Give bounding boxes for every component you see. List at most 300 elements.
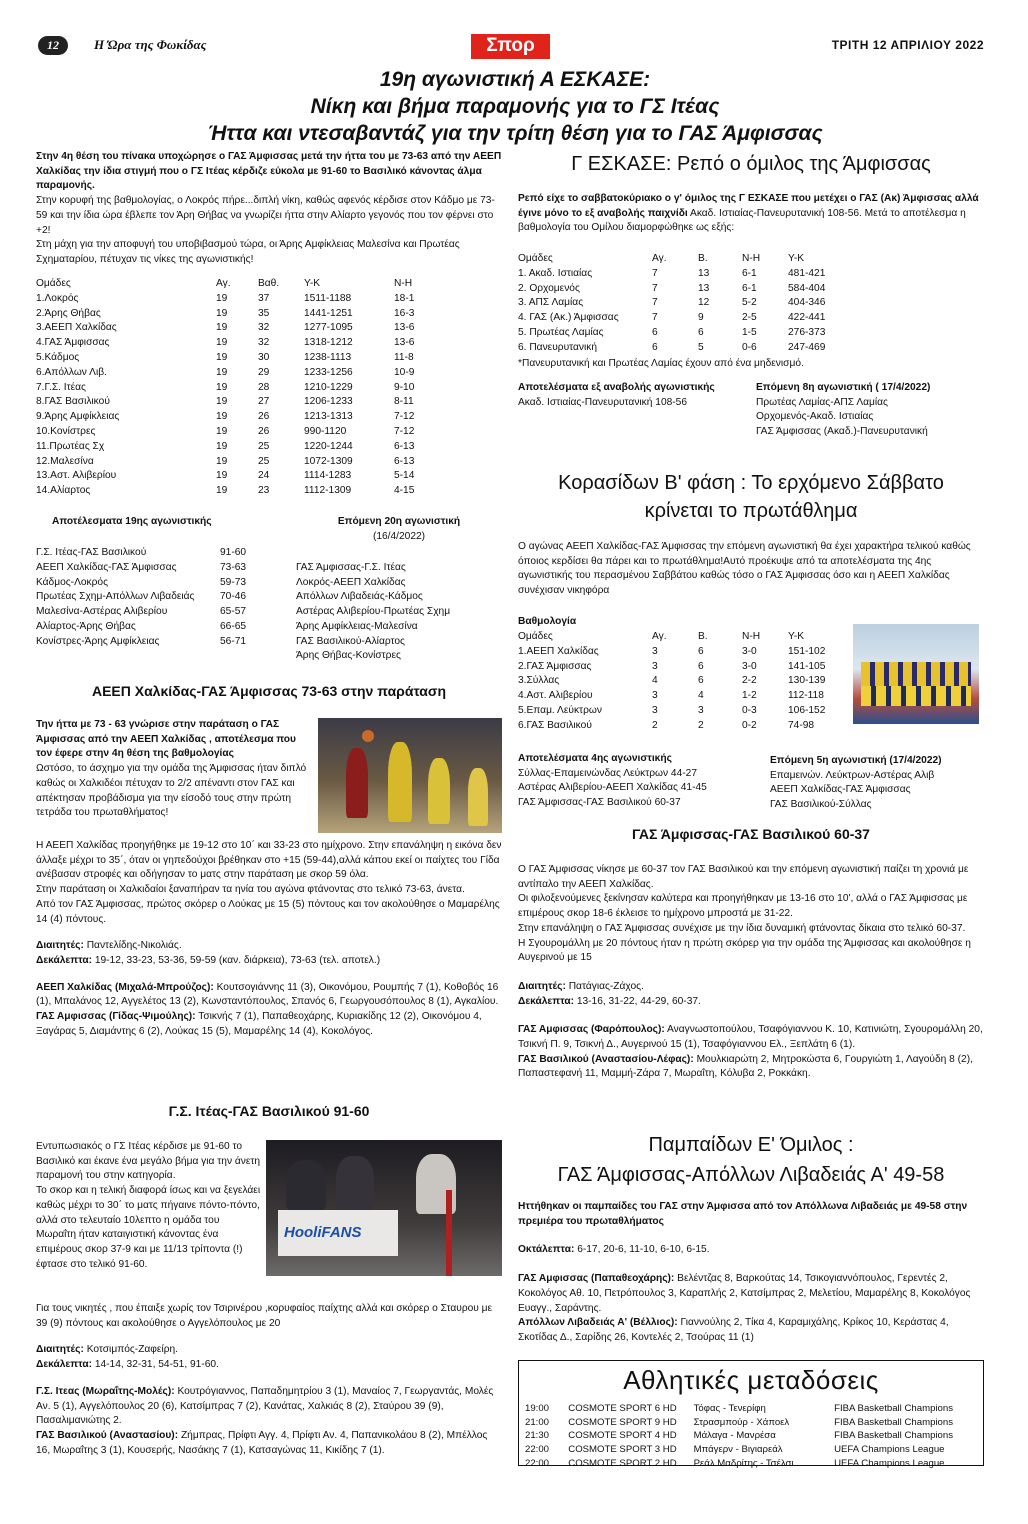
standings-row-cell: 1112-1309 (304, 485, 352, 497)
k-standings-row-cell: 2-2 (742, 675, 757, 687)
p-lead: Ηττήθηκαν οι παμπαίδες του ΓΑΣ στην Άμφισσα από τον Απόλλωνα Λιβαδειάς με 49-58 στην πρεμιέρα του πρωταθλήματος (518, 1201, 968, 1227)
g-standings-row-cell: 13 (698, 282, 710, 294)
standings-row-cell: 2.Άρης Θήβας (36, 307, 101, 319)
game1-text-wide (36, 839, 502, 1039)
fans-banner: HooliFANS (278, 1210, 398, 1256)
p-team2 (518, 1316, 984, 1345)
g-standings-row (518, 311, 825, 326)
value-team2: Γιαννούλης 2, Τίκα 4, Καραμιχάλης, Κρίκος 10, Κεράστας 4, Σκοτίδας Δ., Σαρίδης 26, Κοντελές 2, Τσούρας 11 (1) (518, 1317, 949, 1343)
game2-team1 (36, 1385, 502, 1429)
intro-bold: Στην 4η θέση του πίνακα υποχώρησε ο ΓΑΣ Άμφισσας μετά την ήττα του με 73-63 από την ΑΕΕΠ Χαλκίδας την ίδια στιγμή που ο ΓΣ Ιτέας κέρδιζε εύκολα με 91-60 το Βασιλικό κάνοντας άλμα παραμονής. (36, 151, 502, 192)
k-standings-row-cell: 3-0 (742, 660, 757, 672)
results-table (36, 546, 280, 650)
col-score: Υ-Κ (788, 631, 805, 642)
standings-row-cell: 35 (258, 307, 270, 319)
broadcasts-title: Αθλητικές μεταδόσεις (623, 1365, 879, 1395)
value-referees: Κοτσιμπός-Ζαφείρη. (86, 1344, 179, 1356)
standings-row-cell: 1114-1283 (304, 470, 352, 482)
standings-row-cell: 18-1 (394, 292, 415, 304)
g-eskase-lead: Ρεπό είχε το σαββατοκύριακο ο γ' όμιλος της Γ ΕΣΚΑΣΕ που μετέχει ο ΓΑΣ (Ακ) Άμφισσας αλλά έγινε μόνο το εξ αναβολής παιχνίδι (518, 193, 979, 219)
v-para-4: Η Σγουρομάλλη με 20 πόντους ήταν η πρώτη σκόρερ για την ομάδα της Άμφισσας και ακολούθησε η Αυγερινού με 15 (518, 937, 971, 964)
broadcast-row-cell: Μπάγερν - Βιγιαρεάλ (693, 1444, 783, 1456)
label-quarters: Δεκάλεπτα: (36, 1359, 92, 1371)
g-standings-row-cell: 4. ΓΑΣ (Ακ.) Άμφισσας (518, 312, 619, 324)
main-headline (40, 66, 990, 147)
standings-row-cell: 9-10 (394, 381, 415, 393)
standings-row-cell: 19 (216, 351, 228, 363)
broadcast-row-cell: 21:30 (525, 1430, 550, 1442)
value-team2: Μουλκιαρώτη 2, Μητροκώστα 6, Γουργιώτη 1, Λαγούδη 8 (2), Παπαστεφανή 11, Μαμμή-Ζάρα 7, Μωραΐτη, Κόλυβα 2, Ροκκάκη. (518, 1053, 973, 1080)
g-standings-row-cell: 6 (652, 326, 658, 338)
result-row-cell: 91-60 (220, 547, 247, 558)
broadcast-row-cell: FIBA Basketball Champions (834, 1416, 954, 1428)
broadcast-row-cell: 22:00 (525, 1444, 550, 1456)
broadcast-row (525, 1402, 983, 1416)
g-standings-row-cell: 7 (652, 297, 658, 309)
k-standings-row (518, 689, 825, 704)
standings-row-cell: 24 (258, 470, 270, 482)
standings-row-cell: 32 (258, 322, 270, 334)
k-standings-row-cell: 4.Αστ. Αλιβερίου (518, 690, 593, 702)
standings-row-cell: 4.ΓΑΣ Άμφισσας (36, 337, 110, 349)
broadcast-row-cell: COSMOTE SPORT 4 HD (568, 1430, 677, 1442)
g-standings-row-cell: 1. Ακαδ. Ιστιαίας (518, 267, 593, 279)
headline-line-2: Νίκη και βήμα παραμονής για το ΓΣ Ιτέας (310, 95, 720, 118)
label-team2: Απόλλων Λιβαδειάς Α' (Βέλλιος): (518, 1317, 678, 1329)
broadcast-row-cell: 21:00 (525, 1416, 550, 1428)
k-standings-row-cell: 1-2 (742, 690, 757, 702)
k-standings-row-cell: 0-3 (742, 704, 757, 716)
headline-line-3: Ήττα και ντεσαβαντάζ για την τρίτη θέση για το ΓΑΣ Άμφισσας (207, 122, 823, 145)
g-note: *Πανευρυτανική και Πρωτέας Λαμίας έχουν από ένα μηδενισμό. (518, 358, 804, 369)
broadcast-row-cell: Μάλαγα - Μανρέσα (693, 1430, 776, 1442)
result-row-cell: 70-46 (220, 591, 247, 603)
label-team2: ΓΑΣ Αμφισσας (Γίδας-Ψιμούλης): (36, 1011, 196, 1023)
next-fixture: Λοκρός-ΑΕΕΠ Χαλκίδας (296, 576, 406, 588)
broadcasts-box (518, 1360, 984, 1469)
label-referees: Διαιτητές: (518, 980, 566, 992)
k-standings-row (518, 660, 825, 675)
game2-title: Γ.Σ. Ιτέας-ΓΑΣ Βασιλικού 91-60 (168, 1103, 370, 1119)
next-fixture: Αστέρας Αλιβερίου-Πρωτέας Σχημ (296, 606, 451, 618)
standings-row-cell: 13-6 (394, 337, 415, 349)
result-row (36, 546, 280, 561)
game1-title: ΑΕΕΠ Χαλκίδας-ΓΑΣ Άμφισσας 73-63 στην παράταση (91, 683, 447, 699)
k-results (518, 752, 764, 811)
col-wl: Ν-Η (742, 253, 761, 264)
col-games: Αγ. (652, 631, 667, 642)
standings-row-cell: 19 (216, 322, 228, 334)
g-next-fixture: Ορχομενός-Ακαδ. Ιστιαίας (756, 411, 874, 423)
result-row (36, 590, 280, 605)
g-standings-row-cell: 5. Πρωτέας Λαμίας (518, 326, 604, 338)
col-points: Β. (698, 253, 708, 264)
g-result-item: Ακαδ. Ιστιαίας-Πανευρυτανική 108-56 (518, 396, 687, 408)
broadcast-row (525, 1457, 983, 1471)
page-number: 12 (38, 36, 68, 55)
p-title (518, 1130, 984, 1190)
basketball-photo-1 (318, 718, 502, 833)
page-header (0, 0, 1028, 64)
standings-row-cell: 19 (216, 292, 228, 304)
p-title-line-2: ΓΑΣ Άμφισσας-Απόλλων Λιβαδειάς Α' 49-58 (557, 1164, 945, 1186)
g-standings-table (518, 252, 825, 356)
g-standings-row-cell: 5-2 (742, 297, 757, 309)
k-standings-row (518, 704, 825, 719)
k-standings-row-cell: 3.Σύλλας (518, 675, 560, 687)
game1-quarters (36, 954, 502, 969)
broadcast-row-cell: COSMOTE SPORT 9 HD (568, 1416, 677, 1428)
g-standings-row-cell: 6 (652, 341, 658, 353)
value-referees: Παντελίδης-Νικολιάς. (86, 940, 182, 952)
standings-row-cell: 1220-1244 (304, 440, 353, 452)
g-standings-row-cell: 422-441 (788, 312, 826, 324)
k-standings-row-cell: 130-139 (788, 675, 826, 687)
game1-text-narrow (36, 718, 314, 821)
col-games: Αγ. (652, 253, 667, 264)
standings-row (36, 351, 436, 366)
standings-header (36, 277, 436, 292)
result-row-cell: 59-73 (220, 576, 247, 588)
value-referees: Πατάγιας-Ζάχος. (568, 980, 644, 992)
standings-row (36, 469, 436, 484)
g-standings-row-cell: 584-404 (788, 282, 826, 294)
g-standings-row-cell: 6 (698, 326, 704, 338)
newspaper-name: Η Ώρα της Φωκίδας (94, 37, 207, 52)
value-quarters: 19-12, 33-23, 53-36, 59-59 (καν. διάρκεια), 73-63 (τελ. αποτελ.) (94, 954, 381, 966)
left-intro (36, 150, 502, 268)
g-eskase-text (518, 192, 984, 236)
v-team1 (518, 1023, 984, 1052)
p-title-line-1: Παμπαίδων Ε' Όμιλος : (648, 1134, 854, 1156)
value-quarters: 13-16, 31-22, 44-29, 60-37. (576, 995, 701, 1007)
standings-row-cell: 4-15 (394, 485, 415, 497)
standings-row-cell: 29 (258, 366, 270, 378)
k-standings-row-cell: 3 (698, 704, 704, 716)
section-tag: Σπορ (471, 34, 550, 59)
next-round-title (328, 515, 470, 544)
game1-lead: Την ήττα με 73 - 63 γνώρισε στην παράταση ο ΓΑΣ Άμφισσας από την ΑΕΕΠ Χαλκίδας , αποτέλεσμα που τον έφερε στην 4η θέση της βαθμολογίας (36, 719, 296, 760)
standings-row-cell: 16-3 (394, 307, 415, 319)
g-next-fixture: ΓΑΣ Άμφισσας (Ακαδ.)-Πανευρυτανική (756, 426, 928, 438)
standings-row-cell: 7.Γ.Σ. Ιτέας (36, 381, 86, 393)
g-standings-row-cell: 0-6 (742, 341, 757, 353)
standings-row-cell: 1441-1251 (304, 307, 353, 319)
k-next-fixture: ΓΑΣ Βασιλικού-Σύλλας (770, 799, 872, 811)
standings-row-cell: 7-12 (394, 425, 415, 437)
value-quarters: 14-14, 32-31, 54-51, 91-60. (94, 1359, 219, 1371)
standings-row-cell: 19 (216, 307, 228, 319)
broadcast-row-cell: FIBA Basketball Champions (834, 1403, 954, 1414)
g-standings-row-cell: 247-469 (788, 341, 826, 353)
standings-row-cell: 1210-1229 (304, 381, 353, 393)
standings-row-cell: 6-13 (394, 455, 415, 467)
standings-row-cell: 1511-1188 (304, 292, 352, 304)
label-quarters: Δεκάλεπτα: (36, 954, 92, 966)
standings-row-cell: 25 (258, 440, 270, 452)
standings-row-cell: 1206-1233 (304, 396, 353, 408)
g-next-fixture: Πρωτέας Λαμίας-ΑΠΣ Λαμίας (756, 396, 888, 408)
k-standings-row-cell: 3 (652, 704, 658, 716)
game2-para-3: Για τους νικητές , που έπαιξε χωρίς τον Τσιρινέρου ,κορυφαίος παίχτης αλλά και σκόρερ ο Σταυρου με 39 (9) πόντους και ακολούθησε ο Αγγελόπουλος με 20 (36, 1303, 493, 1329)
k-standings-header (518, 630, 825, 645)
k-standings-row (518, 645, 825, 660)
standings-row (36, 395, 436, 410)
standings-row-cell: 27 (258, 396, 270, 408)
k-standings-row-cell: 6 (698, 675, 704, 687)
k-result-item: Αστέρας Αλιβερίου-ΑΕΕΠ Χαλκίδας 41-45 (518, 782, 707, 794)
g-standings-row-cell: 6-1 (742, 282, 757, 294)
g-standings-row-cell: 1-5 (742, 326, 757, 338)
g-standings-row-cell: 3. ΑΠΣ Λαμίας (518, 297, 584, 309)
standings-row-cell: 28 (258, 381, 270, 393)
k-results-title: Αποτελέσματα 4ης αγωνιστικής (518, 753, 672, 764)
value-team1: Αναγνωστοπούλου, Τσαφόγιαννου Κ. 10, Κατινιώτη, Σγουρομάλλη 20, Τσικνή Π. 9, Τσικνή Δ., Αυγερινού 15 (1), Τσαφόγιαννου Ελ., Ξεπλάτη 6 (1). (518, 1024, 983, 1051)
next-round-label: Επόμενη 20η αγωνιστική (337, 516, 461, 527)
game1-para-1: Ωστόσο, το άσχημο για την ομάδα της Άμφισσας ήταν διπλό καθώς οι Χαλκιδέοι πέτυχαν το 2/2 απέναντι στον ΓΑΣ και απέκτησαν προβάδισμα για την είσοδό τους στην πρώτη τετράδα του πρωταθλήματος! (36, 763, 307, 819)
game1-referees (36, 939, 502, 954)
value-octals: 6-17, 20-6, 11-10, 6-10, 6-15. (577, 1244, 710, 1256)
k-next-fixture: Επαμεινών. Λεύκτρων-Αστέρας Αλιβ (770, 769, 935, 781)
k-next-round (770, 754, 984, 813)
k-standings-row-cell: 1.ΑΕΕΠ Χαλκίδας (518, 645, 599, 657)
label-team1: ΓΑΣ Αμφισσας (Φαρόπουλος): (518, 1024, 665, 1036)
standings-row-cell: 13-6 (394, 322, 415, 334)
standings-row-cell: 1213-1313 (304, 411, 353, 423)
value-team1: Κουτσογιάννης 11 (3), Οικονόμου, Ρουμπής 7 (1), Κοθοβός 16 (1), Μπαλάνος 12, Αγγελέτος 13 (2), Κωνσταντόπουλος, Σπανός 6, Γεωργουσόπουλος 8 (1), Αγκαλίου. (36, 981, 499, 1008)
label-referees: Διαιτητές: (36, 940, 84, 952)
label-team1: Γ.Σ. Ιτεας (Μωραΐτης-Μολές): (36, 1385, 175, 1397)
g-standings-row-cell: 7 (652, 267, 658, 279)
result-row (36, 635, 280, 650)
k-standings-row-cell: 2 (652, 719, 658, 731)
g-standings-row-cell: 13 (698, 267, 710, 279)
next-fixture: ΓΑΣ Βασιλικού-Αλίαρτος (296, 635, 405, 647)
g-standings-row-cell: 6. Πανευρυτανική (518, 341, 598, 353)
issue-date: ΤΡΙΤΗ 12 ΑΠΡΙΛΙΟΥ 2022 (831, 38, 984, 52)
standings-row-cell: 19 (216, 485, 228, 497)
result-row (36, 605, 280, 620)
k-standings-row-cell: 74-98 (788, 719, 815, 731)
broadcast-row-cell: 19:00 (525, 1403, 550, 1414)
g-standings-row-cell: 5 (698, 341, 704, 353)
k-standings-row-cell: 6 (698, 660, 704, 672)
value-team1: Βελέντζας 8, Βαρκούτας 14, Τσικογιαννόπουλος, Γερεντές 2, Κοκολόγος Αθ. 10, Πετρόπουλος 3, Καραπλής 2, Κατσίμπρας 2, Μελετίου, Μαμαρέλης 8, Κοκολόγος Ευαγγ., Σαράντης. (518, 1273, 971, 1314)
col-teams: Ομάδες (518, 631, 553, 642)
g-standings-row (518, 341, 825, 356)
k-standings-row-cell: 106-152 (788, 704, 826, 716)
k-next-fixture: ΑΕΕΠ Χαλκίδας-ΓΑΣ Άμφισσας (770, 784, 911, 796)
result-row-cell: Κάδμος-Λοκρός (36, 576, 109, 588)
col-games: Αγ. (216, 278, 231, 289)
next-fixture: Άρης Αμφίκλειας-Μαλεσίνα (296, 620, 418, 632)
g-standings-row-cell: 404-346 (788, 297, 826, 309)
broadcast-row-cell: COSMOTE SPORT 3 HD (568, 1444, 677, 1456)
standings-row-cell: 6.Απόλλων Λιβ. (36, 366, 107, 378)
standings-row (36, 366, 436, 381)
broadcast-row-cell: COSMOTE SPORT 2 HD (568, 1457, 677, 1469)
v-team2 (518, 1053, 984, 1082)
standings-row-cell: 10.Κονίστρες (36, 425, 96, 437)
standings-row-cell: 6-13 (394, 440, 415, 452)
next-fixture: Απόλλων Λιβαδειάς-Κάδμος (296, 591, 423, 603)
standings-row-cell: 26 (258, 411, 270, 423)
standings-row-cell: 5.Κάδμος (36, 351, 80, 363)
g-standings-row (518, 282, 825, 297)
k-standings-row-cell: 4 (698, 690, 704, 702)
g-standings-row-cell: 7 (652, 282, 658, 294)
value-team2: Τσικνής 7 (1), Παπαθεοχάρης, Κυριακίδης 12 (2), Οικονόμου 4, Ξαγάρας 5, Διαμάντης 6 (2), Λούκας 15 (5), Μαμαρέλης 14 (4), Κοκολόγος. (36, 1011, 482, 1037)
broadcasts-table (525, 1402, 983, 1471)
result-row-cell: ΑΕΕΠ Χαλκίδας-ΓΑΣ Άμφισσας (36, 561, 177, 573)
g-standings-row-cell: 9 (698, 312, 704, 324)
standings-row-cell: 19 (216, 337, 228, 349)
label-referees: Διαιτητές: (36, 1344, 84, 1356)
g-results (518, 381, 748, 410)
label-octals: Οκτάλεπτα: (518, 1244, 575, 1256)
g-eskase-title: Γ ΕΣΚΑΣΕ: Ρεπό ο όμιλος της Άμφισσας (571, 153, 931, 175)
game1-team1 (36, 981, 502, 1010)
v-text (518, 863, 984, 1082)
g-next-title: Επόμενη 8η αγωνιστική ( 17/4/2022) (756, 382, 931, 393)
label-team1: ΑΕΕΠ Χαλκίδας (Μιχαλά-Μπρούζος): (36, 981, 214, 993)
standings-row-cell: 1233-1256 (304, 366, 353, 378)
standings-row-cell: 19 (216, 366, 228, 378)
result-row-cell: 56-71 (220, 635, 247, 647)
standings-row-cell: 32 (258, 337, 270, 349)
standings-row (36, 307, 436, 322)
v-para-1: Ο ΓΑΣ Άμφισσας νίκησε με 60-37 τον ΓΑΣ Βασιλικού και την επόμενη αγωνιστική παίζει τη χρονιά με αντίπαλο την ΑΕΕΠ Χαλκίδας. (518, 864, 969, 890)
k-standings-label: Βαθμολογία (518, 616, 577, 627)
p-octals (518, 1243, 984, 1258)
label-team1: ΓΑΣ Αμφισσας (Παπαθεοχάρης): (518, 1273, 675, 1285)
k-standings-row-cell: 3 (652, 690, 658, 702)
broadcast-row (525, 1429, 983, 1443)
v-quarters (518, 995, 984, 1010)
k-standings-row-cell: 2 (698, 719, 704, 731)
standings-row-cell: 30 (258, 351, 270, 363)
fans-photo (266, 1140, 502, 1276)
standings-row-cell: 12.Μαλεσίνα (36, 455, 94, 467)
game2-referees (36, 1343, 502, 1358)
standings-row-cell: 990-1120 (304, 425, 347, 437)
col-points: Β. (698, 631, 708, 642)
next-fixture: Άρης Θήβας-Κονίστρες (296, 650, 401, 662)
g-next-round (756, 381, 984, 440)
game1-para-3: Στην παράταση οι Χαλκιδαίοι ξαναπήραν τα ηνία του αγώνα φτάνοντας στο τελικό 73-63, άνετα. (36, 884, 465, 896)
broadcast-row-cell: COSMOTE SPORT 6 HD (568, 1403, 677, 1414)
next-round-list (296, 561, 496, 664)
g-eskase-rest: Ακαδ. Ιστιαίας-Πανευρυτανική 108-56. Μετά το αποτέλεσμα η βαθμολογία του Ομίλου διαμορφώθηκε ως εξής: (518, 207, 966, 234)
v-referees (518, 980, 984, 995)
broadcast-row-cell: Ρεάλ Μαδρίτης - Τσέλσι (693, 1457, 794, 1469)
intro-text-2: Στη μάχη για την αποφυγή του υποβιβασμού τώρα, οι Άρης Αμφίκλειας Μαλεσίνα και Πρωτέας Σχηματαρίου, πέτυχαν τις νίκες της αγωνιστικής! (36, 239, 460, 265)
k-standings-row-cell: 6.ΓΑΣ Βασιλικού (518, 719, 592, 731)
result-row-cell: 66-65 (220, 620, 247, 632)
result-row (36, 561, 280, 576)
p-team1 (518, 1272, 984, 1316)
k-standings-row-cell: 3 (652, 660, 658, 672)
standings-table (36, 277, 436, 499)
standings-row (36, 321, 436, 336)
k-standings-row-cell: 112-118 (788, 690, 824, 702)
g-standings-row (518, 267, 825, 282)
broadcast-row-cell: 22:00 (525, 1457, 550, 1469)
game2-text-wide (36, 1302, 502, 1458)
result-row-cell: Αλίαρτος-Άρης Θήβας (36, 620, 136, 632)
k-standings-row-cell: 0-2 (742, 719, 757, 731)
k-result-item: Σύλλας-Επαμεινώνδας Λεύκτρων 44-27 (518, 767, 697, 779)
g-standings-header (518, 252, 825, 267)
value-team2: Ζήμπρας, Πρίφτι Αγγ. 4, Πρίφτι Αν. 4, Παπανικολάου 8 (2), Μπέλλος 16, Μωραΐτης 3 (1), Κουσερής, Νασάκης 7 (1), Κατσαγώνας 11, Κικίδης 7 (1). (36, 1429, 488, 1456)
k-title-line-2: κρίνεται το πρωτάθλημα (644, 500, 858, 522)
col-teams: Ομάδες (518, 253, 553, 264)
results-title: Αποτέλεσματα 19ης αγωνιστικής (52, 516, 212, 527)
result-row (36, 576, 280, 591)
standings-row-cell: 5-14 (394, 470, 415, 482)
g-standings-row-cell: 2. Ορχομενός (518, 282, 580, 294)
standings-row-cell: 8-11 (394, 396, 414, 408)
game1-para-2: Η ΑΕΕΠ Χαλκίδας προηγήθηκε με 19-12 στο 10΄ και 33-23 στο ημίχρονο. Στην επανάληψη η εικόνα δεν άλλαξε μέχρι το 35΄, όταν οι γηπεδούχοι βρέθηκαν στο +15 (59-44),αλλά κάπου εκεί οι παίχτες του Γίδα ανέβασαν στροφές και οδήγησαν το ματς στην παράταση με σκορ 59 όλα. (36, 840, 502, 881)
broadcast-row (525, 1416, 983, 1430)
standings-row-cell: 23 (258, 485, 270, 497)
standings-row-cell: 19 (216, 470, 228, 482)
v-title: ΓΑΣ Άμφισσας-ΓΑΣ Βασιλικού 60-37 (632, 826, 870, 842)
game2-para-2: Το σκορ και η τελική διαφορά ίσως και να ξεγελάει καθώς μέχρι το 30΄ το ματς πήγαινε πόντο-πόντο, αλλά στο τελευταίο 10λεπτο η ομάδα του Μωραΐτη ήταν καταιγιστική κάνοντας ένα επιμέρους σκορ 37-9 και με 11/13 τρίποντα (!) έφτασε στο τελικό 91-60. (36, 1185, 261, 1270)
col-score: Υ-Κ (304, 278, 321, 289)
team-photo (853, 624, 979, 724)
standings-row-cell: 9.Άρης Αμφίκλειας (36, 411, 120, 423)
col-score: Υ-Κ (788, 253, 805, 264)
intro-text: Στην κορυφή της βαθμολογίας, ο Λοκρός πήρε...διπλή νίκη, καθώς αφενός κέρδισε στον Κάδμο με 73-59 και την ίδια ώρα έβλεπε τον Άρη Θήβας να γνωρίζει ήττα στην Αλίαρτο γεγονός που τον φέρνει στο +2! (36, 195, 495, 236)
k-next-title: Επόμενη 5η αγωνιστική (17/4/2022) (770, 755, 942, 766)
g-standings-row (518, 296, 825, 311)
value-team1: Κουτρόγιαννος, Παπαδημητρίου 3 (1), Μαναίος 7, Γεωργαντάς, Μολές Αν. 5 (1), Αγγελόπουλος 20 (6), Κατσίμπρας 7 (2), Κανάτας, Χαλκιάς 8 (2), Σταύρου 39 (9), Πασαλιμανιώτης 2. (36, 1385, 494, 1427)
k-standings-row-cell: 141-105 (788, 660, 826, 672)
g-standings-row-cell: 2-5 (742, 312, 757, 324)
result-row-cell: Μαλεσίνα-Αστέρας Αλιβερίου (36, 606, 168, 618)
broadcast-row (525, 1443, 983, 1457)
result-row-cell: Κονίστρες-Άρης Αμφίκλειας (36, 635, 160, 647)
standings-row-cell: 19 (216, 396, 228, 408)
col-teams: Ομάδες (36, 278, 71, 289)
standings-row-cell: 19 (216, 381, 228, 393)
broadcast-row-cell: UEFA Champions League (834, 1457, 945, 1469)
game1-para-4: Από τον ΓΑΣ Άμφισσας, πρώτος σκόρερ ο Λούκας με 15 (5) πόντους και τον ακολούθησε ο Μαμαρέλης 14 (4) πόντους. (36, 898, 500, 925)
standings-row-cell: 1318-1212 (304, 337, 353, 349)
k-text: Ο αγώνας ΑΕΕΠ Χαλκίδας-ΓΑΣ Άμφισσας την επόμενη αγωνιστική θα έχει χαρακτήρα τελικού καθώς όποιος κερδίσει θα πάρει και το πρωτάθλημα!Αυτό προέκυψε από τα αποτελέσματα της 4ης αγωνιστικής του περασμένου Σαββάτου καθώς τόσο ο ΓΑΣ Άμφισσας όσο και η ΑΕΕΠ Χαλκίδας συνέχισαν νικηφόρα (518, 541, 971, 597)
standings-row (36, 440, 436, 455)
standings-row-cell: 14.Αλίαρτος (36, 485, 91, 497)
standings-row-cell: 1238-1113 (304, 351, 352, 363)
standings-row-cell: 10-9 (394, 366, 415, 378)
k-standings-row (518, 674, 825, 689)
result-row (36, 620, 280, 635)
game2-text-narrow (36, 1140, 262, 1272)
headline-line-1: 19η αγωνιστική Α ΕΣΚΑΣΕ: (379, 68, 651, 91)
broadcast-row-cell: UEFA Champions League (834, 1444, 945, 1456)
standings-row (36, 410, 436, 425)
k-title-line-1: Κορασίδων Β' φάση : Το ερχόμενο Σάββατο (558, 472, 944, 494)
next-fixture: ΓΑΣ Άμφισσας-Γ.Σ. Ιτέας (296, 562, 406, 573)
standings-row-cell: 11.Πρωτέας Σχ (36, 440, 105, 452)
g-standings-row-cell: 276-373 (788, 326, 826, 338)
standings-row (36, 455, 436, 470)
result-row-cell: 65-57 (220, 606, 247, 618)
standings-row-cell: 1072-1309 (304, 455, 353, 467)
g-standings-row-cell: 481-421 (788, 267, 826, 279)
standings-row-cell: 19 (216, 455, 228, 467)
